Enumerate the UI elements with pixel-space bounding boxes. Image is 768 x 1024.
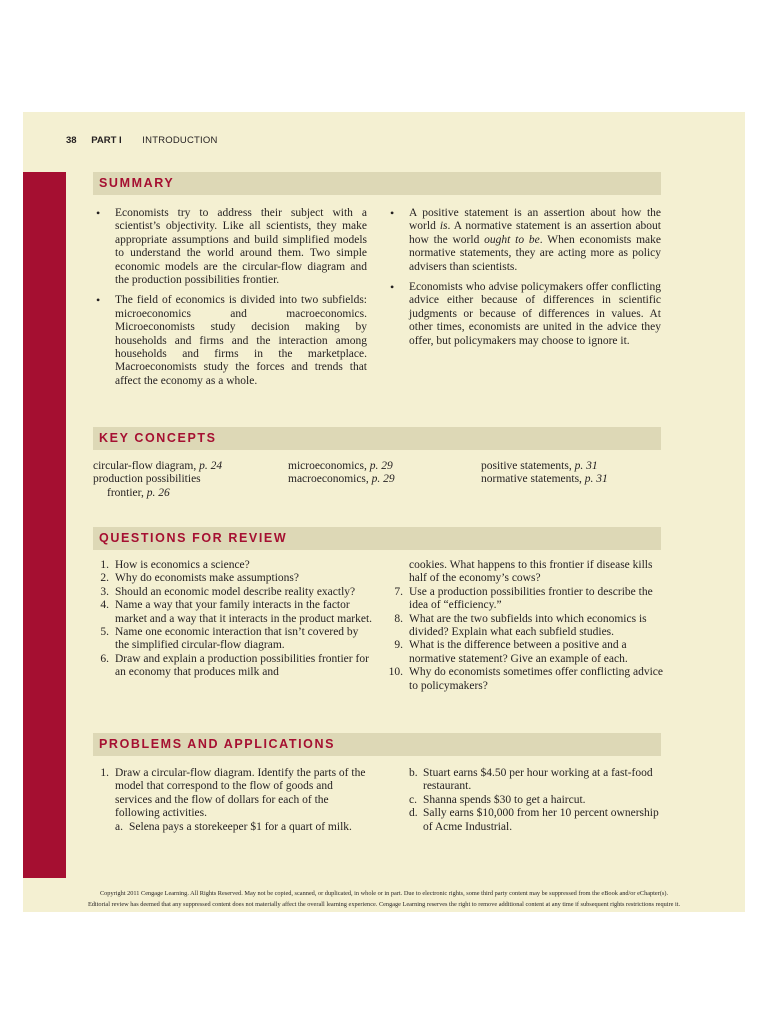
question-number: 1. xyxy=(100,559,109,571)
problems-heading: PROBLEMS AND APPLICATIONS xyxy=(99,737,336,751)
key-concepts-column-3 xyxy=(481,460,608,487)
question-number: 6. xyxy=(100,652,109,665)
subitem-text: Shanna spends $30 to get a haircut. xyxy=(423,793,586,806)
copyright-line: Copyright 2011 Cengage Learning. All Rights Reserved. May not be copied, scanned, or duplicated, in whole or in part. Due to electronic rights, some third party content may be suppressed from the eBook and/or eChapter(s). xyxy=(99,890,669,897)
page-number: 38 xyxy=(66,135,77,146)
key-concepts-column-2 xyxy=(288,460,395,487)
key-concepts-heading-band xyxy=(93,427,661,450)
question-text: Should an economic model describe reality exactly? xyxy=(115,585,356,598)
question-text: Draw and explain a production possibilities frontier for an economy that produces milk and xyxy=(115,652,369,679)
question-number: 3. xyxy=(100,585,109,598)
key-concept-entry xyxy=(481,460,608,473)
running-head xyxy=(66,135,218,146)
questions-right-column xyxy=(387,559,663,693)
key-concept-term: macroeconomics, xyxy=(288,473,372,486)
key-concept-entry xyxy=(288,473,395,486)
problem-number: 1. xyxy=(100,767,109,779)
question-text: Use a production possibilities frontier to describe the idea of “efficiency.” xyxy=(409,585,653,612)
key-concept-entry xyxy=(93,487,222,500)
problem-subitem xyxy=(387,807,663,834)
summary-heading-band xyxy=(93,172,661,195)
summary-bullet: • Economists who advise policymakers offer conflicting advice either because of differences in scientific judgments or because of differences in values. At other times, economists are united in the advice they offer, but policymakers may choose to ignore it. xyxy=(387,281,661,348)
summary-right-column xyxy=(387,207,661,355)
summary-heading: SUMMARY xyxy=(99,176,175,190)
summary-bullet: • The field of economics is divided into two subfields: microeconomics and macroeconomics. Microeconomists study decision making by households and firms and the interaction among households and firms in the marketplace. Macroeconomists study the forces and trends that affect the economy as a whole. xyxy=(93,294,367,388)
review-question xyxy=(93,572,373,585)
copyright-line: Editorial review has deemed that any suppressed content does not materially affect the overall learning experience. Cengage Learning reserves the right to remove additional content at any time if subsequent rights restrictions require it. xyxy=(87,901,681,908)
review-question xyxy=(93,599,373,626)
subitem-letter: c. xyxy=(409,793,417,806)
problem-subitem xyxy=(387,794,663,807)
key-concept-page: p. 26 xyxy=(146,486,170,499)
key-concept-term: frontier, xyxy=(107,486,147,499)
review-question xyxy=(93,586,373,599)
review-question xyxy=(387,666,663,693)
key-concept-term: microeconomics, xyxy=(288,460,370,472)
summary-left-column xyxy=(93,207,367,395)
problem-subitem xyxy=(93,821,369,834)
chapter-color-bar xyxy=(23,172,66,878)
question-number: 9. xyxy=(394,639,403,652)
key-concept-entry xyxy=(481,473,608,486)
summary-emphasis: is xyxy=(439,220,448,233)
review-question xyxy=(93,653,373,680)
key-concept-page: p. 24 xyxy=(199,460,223,472)
review-question xyxy=(93,626,373,653)
questions-heading: QUESTIONS FOR REVIEW xyxy=(99,531,288,545)
key-concept-entry xyxy=(93,460,222,473)
key-concept-page: p. 31 xyxy=(584,473,608,486)
review-question xyxy=(387,586,663,613)
questions-left-column xyxy=(93,559,373,680)
problems-left-column xyxy=(93,767,369,834)
question-text: Name a way that your family interacts in the factor market and a way that it interacts in the product market. xyxy=(115,599,373,625)
question-text: Why do economists make assumptions? xyxy=(115,572,299,585)
question-text: What is the difference between a positive and a normative statement? Give an example of each. xyxy=(409,639,628,665)
summary-emphasis: ought to be xyxy=(484,233,540,246)
summary-text: . A normative statement is an assertion about how the world xyxy=(409,220,661,246)
question-number: 2. xyxy=(100,572,109,585)
subitem-letter: d. xyxy=(409,807,418,820)
question-text: Why do economists sometimes offer conflicting advice to policymakers? xyxy=(409,666,663,692)
question-text: Name one economic interaction that isn’t covered by the simplified circular-flow diagram. xyxy=(115,626,359,652)
review-question xyxy=(387,639,663,666)
summary-text: . When economists make normative statements, they are acting more as policy advisers than scientists. xyxy=(409,233,662,273)
question-text: What are the two subfields into which economics is divided? Explain what each subfield studies. xyxy=(409,612,647,639)
question-number: 8. xyxy=(394,612,403,625)
key-concept-entry xyxy=(288,460,395,473)
problems-heading-band xyxy=(93,733,661,756)
problem-subitem xyxy=(387,767,663,794)
subitem-letter: b. xyxy=(409,767,418,779)
problem-item xyxy=(93,767,369,821)
part-label: PART I xyxy=(91,135,122,146)
key-concept-page: p. 31 xyxy=(574,460,598,472)
review-question xyxy=(93,559,373,572)
subitem-letter: a. xyxy=(115,820,123,833)
summary-bullet: • Economists try to address their subject with a scientist’s objectivity. Like all scientists, they make appropriate assumptions and build simplified models to understand the world around them. Two simple economic models are the circular-flow diagram and the production possibilities frontier. xyxy=(93,207,367,287)
key-concepts-column-1 xyxy=(93,460,222,500)
subitem-text: Stuart earns $4.50 per hour working at a fast-food restaurant. xyxy=(423,767,653,793)
question-text: How is economics a science? xyxy=(115,559,250,571)
question-number: 4. xyxy=(100,599,109,612)
subitem-text: Selena pays a storekeeper $1 for a quart of milk. xyxy=(129,820,352,833)
key-concept-page: p. 29 xyxy=(369,460,393,472)
question-number: 5. xyxy=(100,626,109,639)
problem-text: Draw a circular-flow diagram. Identify the parts of the model that correspond to the flow of goods and services and the flow of dollars for each of the following activities. xyxy=(115,767,366,820)
key-concept-term: normative statements, xyxy=(481,473,585,486)
question-continuation: cookies. What happens to this frontier if disease kills half of the economy’s cows? xyxy=(409,559,653,585)
key-concept-page: p. 29 xyxy=(371,473,395,486)
key-concept-term: production possibilities xyxy=(93,473,201,486)
copyright-footer xyxy=(0,888,768,910)
review-question xyxy=(387,613,663,640)
key-concept-term: circular-flow diagram, xyxy=(93,460,200,472)
question-number: 7. xyxy=(394,585,403,598)
subitem-text: Sally earns $10,000 from her 10 percent ownership of Acme Industrial. xyxy=(423,807,659,833)
section-label: INTRODUCTION xyxy=(142,135,218,146)
problems-right-column xyxy=(387,767,663,834)
questions-heading-band xyxy=(93,527,661,550)
key-concept-entry xyxy=(93,473,222,486)
summary-text: A positive statement is an assertion about how the world xyxy=(409,207,661,233)
question-number: 10. xyxy=(388,666,403,679)
summary-bullet xyxy=(387,207,661,274)
key-concepts-heading: KEY CONCEPTS xyxy=(99,431,217,445)
key-concept-term: positive statements, xyxy=(481,460,575,472)
